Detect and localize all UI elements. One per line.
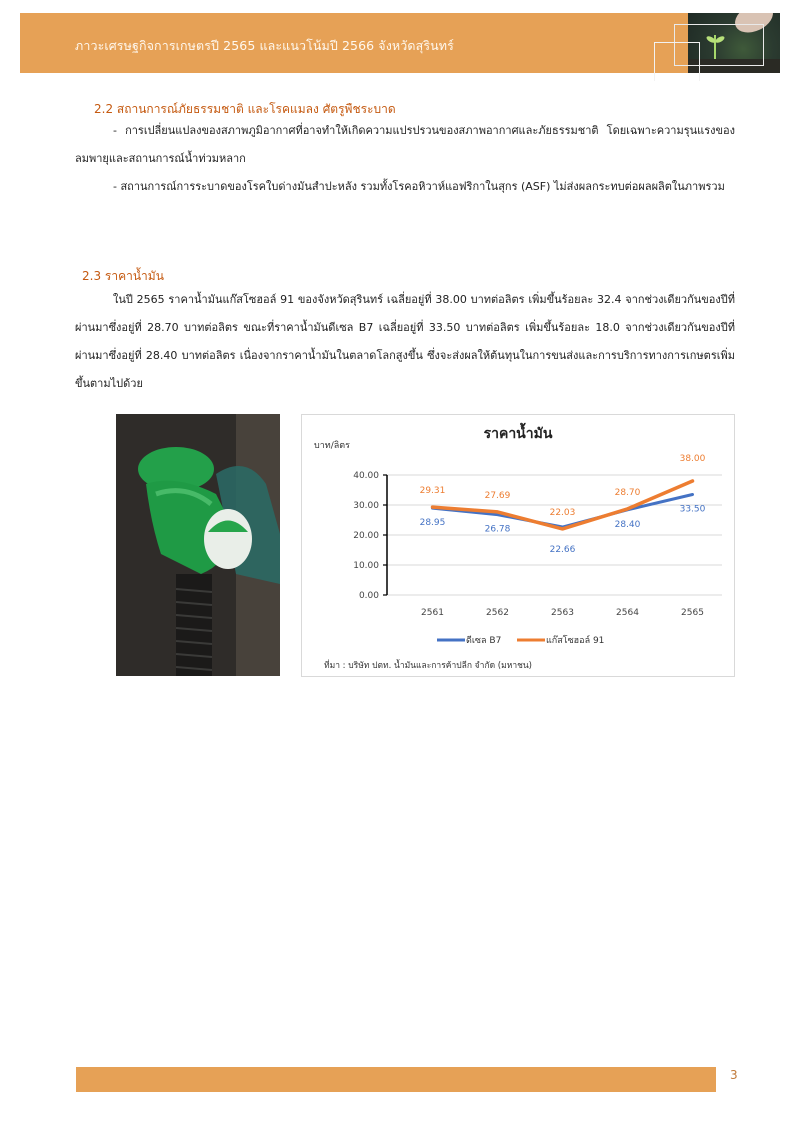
disaster-bullet-2 (75, 173, 735, 201)
oil-price-paragraph (75, 286, 735, 398)
data-label: 38.00 (679, 454, 706, 464)
data-label: 28.40 (614, 519, 641, 530)
paragraph-text: ในปี 2565 ราคาน้ำมันแก๊สโซฮอล์ 91 ของจังหวัดสุรินทร์ เฉลี่ยอยู่ที่ 38.00 บาทต่อลิตร เพิ่มขึ้นร้อยละ 32.4 จากช่วงเดียวกันของปีที่ผ่านมาซึ่งอยู่ที่ 28.70 บาทต่อลิตร ขณะที่ราคาน้ำมันดีเซล B7 เฉลี่ยอยู่ที่ 33.50 บาทต่อลิตร เพิ่มขึ้นร้อยละ 18.0 จากช่วงเดียวกันของปีที่ผ่านมาซึ่งอยู่ที่ 28.40 บาทต่อลิตร เนื่องจากราคาน้ำมันในตลาดโลกสูงขึ้น ซึ่งจะส่งผลให้ต้นทุนในการขนส่งและการบริการทางการเกษตรเพิ่มขึ้นตามไปด้วย (75, 293, 735, 390)
bullet-text: - สถานการณ์การระบาดของโรคใบด่างมันสำปะหลัง รวมทั้งโรคอหิวาห์แอฟริกาในสุกร (ASF) ไม่ส่งผลกระทบต่อผลผลิตในภาพรวม (113, 180, 725, 193)
chart-source: ที่มา : บริษัท ปตท. น้ำมันและการค้าปลีก จำกัด (มหาชน) (324, 661, 532, 671)
page-number: 3 (730, 1068, 738, 1082)
axes (353, 471, 704, 618)
oil-price-chart (301, 414, 735, 677)
data-label: 26.78 (484, 524, 511, 535)
data-label: 33.50 (679, 504, 706, 515)
chart-canvas (302, 415, 734, 676)
decorative-frame (654, 42, 700, 81)
data-label: 29.31 (419, 486, 446, 497)
y-tick-label: 10.00 (353, 561, 379, 571)
y-axis-label: บาท/ลิตร (314, 441, 350, 451)
data-label: 22.03 (549, 507, 576, 518)
fuel-nozzle-photo (116, 414, 280, 676)
data-label: 28.70 (614, 487, 641, 498)
disaster-bullet-1 (75, 117, 735, 173)
legend (437, 634, 604, 646)
x-tick-label: 2561 (421, 608, 444, 618)
bullet-text: - การเปลี่ยนแปลงของสภาพภูมิอากาศที่อาจทำให้เกิดความแปรปรวนของสภาพอากาศและภัยธรรมชาติ โดยเฉพาะความรุนแรงของลมพายุและสถานการณ์น้ำท่วมหลาก (75, 124, 735, 165)
x-tick-label: 2563 (551, 608, 574, 618)
data-label: 28.95 (419, 518, 446, 529)
data-label: 22.66 (549, 545, 576, 556)
y-tick-label: 20.00 (353, 531, 379, 541)
document-title: ภาวะเศรษฐกิจการเกษตรปี 2565 และแนวโน้มปี 2566 จังหวัดสุรินทร์ (75, 38, 454, 53)
footer-bar (76, 1067, 716, 1092)
section-heading-oil-price: 2.3 ราคาน้ำมัน (82, 269, 164, 283)
section-heading-disasters: 2.2 สถานการณ์ภัยธรรมชาติ และโรคแมลง ศัตรูพืชระบาด (94, 102, 396, 116)
legend-label: แก๊สโซฮอล์ 91 (546, 636, 605, 646)
x-tick-label: 2564 (616, 608, 639, 618)
legend-label: ดีเซล B7 (466, 636, 502, 646)
fuel-nozzle-illustration (116, 414, 280, 676)
y-tick-label: 0.00 (358, 591, 379, 601)
data-label: 27.69 (484, 490, 511, 501)
x-tick-label: 2562 (486, 608, 509, 618)
y-tick-label: 30.00 (353, 501, 379, 511)
chart-title: ราคาน้ำมัน (483, 426, 553, 442)
y-tick-label: 40.00 (353, 471, 379, 481)
x-tick-label: 2565 (681, 608, 704, 618)
